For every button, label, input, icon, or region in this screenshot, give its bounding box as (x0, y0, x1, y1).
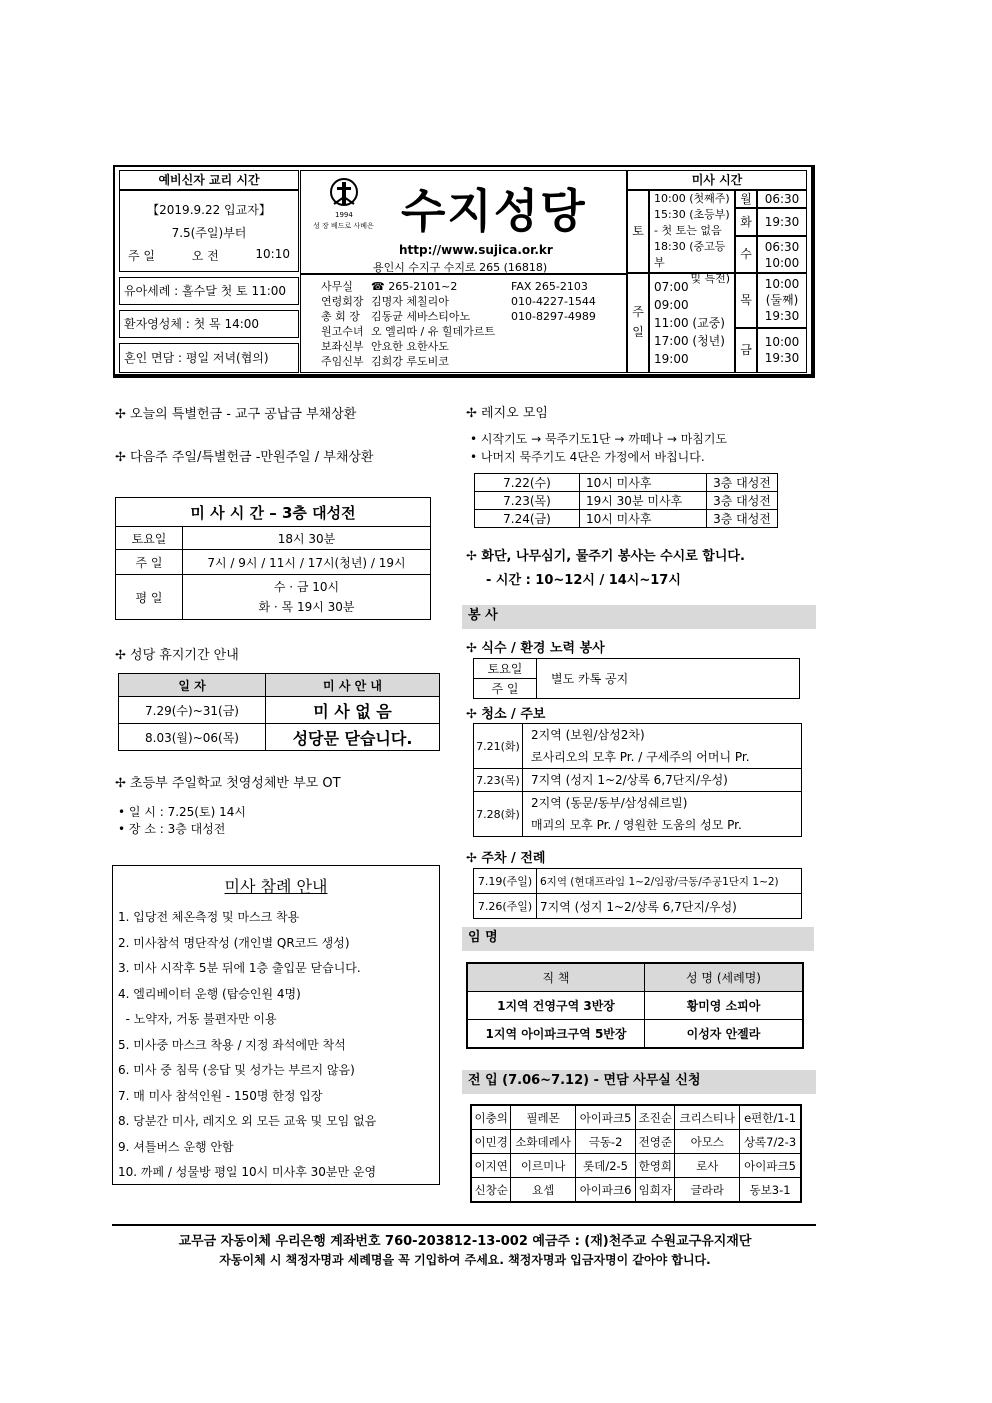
mass-sun-label: 주일 (627, 273, 649, 373)
mass-day-label: 주 일 (116, 550, 183, 575)
mass-notice-title: 미사 참례 안내 (224, 877, 328, 896)
contact-role: 보좌신부 (321, 340, 364, 353)
list-item: 2. 미사참석 명단작성 (개인별 QR코드 생성) (118, 935, 350, 950)
table-cell: 7.22(수) (475, 474, 580, 492)
table-row (474, 869, 802, 894)
list-item: 5. 미사중 마스크 착용 / 지정 좌석에만 착석 (118, 1037, 346, 1052)
parking-heading: ✢ 주차 / 전례 (466, 851, 546, 866)
clean-line: 2지역 (동문/동부/삼성쉐르빌) (531, 796, 688, 810)
movein-cell: 로사 (675, 1154, 740, 1178)
weekday-wed-label: 수 (735, 236, 757, 273)
appointment-name: 이성자 안젤라 (645, 1020, 804, 1049)
church-logo-icon (329, 177, 359, 213)
clean-date: 7.28(화) (474, 792, 523, 837)
appointment-header-name: 성 명 (세례명) (645, 963, 804, 992)
parish-url[interactable]: http://www.sujica.or.kr (399, 243, 553, 257)
table-cell: 3층 대성전 (707, 474, 778, 492)
movein-cell: 임희자 (636, 1178, 675, 1203)
marriage-consult: 혼인 면담 : 평일 저녁(협의) (119, 343, 299, 373)
clean-table (473, 723, 802, 837)
movein-cell: 이르미나 (511, 1154, 576, 1178)
footer-instruction: 자동이체 시 책정자명과 세례명을 꼭 기입하여 주세요. 책정자명과 입금자명이 같아야 합니다. (219, 1253, 711, 1267)
ot-heading: ✢ 초등부 주일학교 첫영성체반 부모 OT (115, 776, 341, 791)
mass-notice-list (113, 905, 439, 1186)
logo-caption: 성 장 베드로 사베은 (313, 222, 374, 230)
legio-table (474, 473, 778, 528)
parking-area: 6지역 (현대프라임 1~2/임광/극동/주공1단지 1~2) (537, 869, 802, 894)
catechumen-title: 예비신자 교리 시간 (119, 170, 299, 190)
weekday-mon-label: 월 (735, 190, 757, 208)
table-cell: 7.24(금) (475, 510, 580, 528)
table-cell: 10시 미사후 (580, 510, 707, 528)
mass-sat-time: 및 특전) (690, 272, 730, 285)
clean-date: 7.21(화) (474, 724, 523, 769)
list-item: 8. 당분간 미사, 레지오 외 모든 교육 및 모임 없음 (118, 1114, 377, 1128)
mass-sun-time: 09:00 (654, 298, 689, 312)
mass-weekday-label: 평 일 (116, 575, 183, 620)
list-item: 6. 미사 중 침묵 (응답 및 성가는 부르지 않음) (118, 1063, 355, 1077)
movein-cell: 아이파크6 (575, 1178, 635, 1203)
garden-time: - 시간 : 10~12시 / 14시~17시 (486, 573, 681, 588)
catechumen-box (119, 190, 299, 272)
weekday-thu-times: 10:00 (둘째) 19:30 (757, 273, 807, 328)
meal-day-label: 주 일 (474, 679, 537, 699)
table-row (471, 1105, 801, 1130)
table-row (475, 510, 778, 528)
mass-weekday-line: 화 · 목 19시 30분 (258, 600, 355, 614)
weekday-fri-times: 10:00 19:30 (757, 328, 807, 373)
mass-sat-times (649, 190, 735, 285)
contact-row (321, 294, 626, 309)
footer-divider (112, 1224, 816, 1226)
closure-date: 7.29(수)~31(금) (119, 697, 266, 724)
logo-year: 1994 (335, 211, 353, 219)
contact-role: 연령회장 (321, 295, 364, 308)
contact-role: 원고수녀 (321, 325, 364, 338)
mass-sun-time: 19:00 (654, 352, 689, 366)
movein-cell: 이민경 (471, 1130, 511, 1154)
mass-sun-time: 07:00 (654, 280, 689, 294)
movein-cell: 아이파크5 (740, 1154, 801, 1178)
contact-name: 김명자 체칠리아 (371, 295, 449, 308)
table-row (116, 527, 431, 550)
contact-row (321, 279, 626, 294)
list-item: 4. 엘리베이터 운행 (탑승인원 4명) (118, 986, 301, 1001)
catechumen-line2: 7.5(주일)부터 (171, 226, 247, 240)
closure-notice: 미 사 없 음 (266, 697, 440, 724)
table-row (474, 894, 802, 919)
table-row (467, 992, 803, 1020)
parish-name: 수지성당 (401, 184, 587, 238)
weekday-thu-label: 목 (735, 273, 757, 328)
appointment-role: 1지역 건영구역 3반장 (467, 992, 645, 1020)
clean-line: 2지역 (보원/삼성2차) (531, 728, 645, 742)
movein-cell: 극동-2 (575, 1130, 635, 1154)
parking-date: 7.19(주일) (474, 869, 537, 894)
service-section-bar: 봉 사 (462, 605, 816, 629)
sick-communion: 환자영성체 : 첫 목 14:00 (119, 310, 299, 338)
weekday-tue-label: 화 (735, 208, 757, 236)
movein-section-bar: 전 입 (7.06~7.12) - 면담 사무실 신청 (462, 1070, 816, 1094)
catechumen-ampm: 오 전 (191, 249, 219, 263)
contact-role: 총 회 장 (321, 310, 360, 323)
clean-detail (523, 769, 802, 792)
table-row (475, 492, 778, 510)
parking-area: 7지역 (성지 1~2/상록 6,7단지/우성) (537, 894, 802, 919)
catechumen-day: 주 일 (128, 249, 155, 263)
legio-list (470, 430, 727, 466)
table-row (474, 792, 802, 837)
mass-sun-time: 11:00 (교중) (654, 316, 725, 330)
table-cell: 19시 30분 미사후 (580, 492, 707, 510)
contact-role: 주임신부 (321, 355, 364, 368)
movein-cell: 이지연 (471, 1154, 511, 1178)
meal-value: 별도 카톡 공지 (537, 659, 800, 699)
movein-cell: 아이파크5 (575, 1105, 635, 1130)
clean-line: 7지역 (성지 1~2/상록 6,7단지/우성) (531, 773, 728, 787)
contact-name: 김동균 세바스티아노 (371, 310, 471, 323)
contact-name: 안요한 요한사도 (371, 340, 449, 353)
table-cell: 3층 대성전 (707, 492, 778, 510)
appointment-role: 1지역 아이파크구역 5반장 (467, 1020, 645, 1049)
contact-role: 사무실 (321, 280, 353, 293)
mass-day-value: 18시 30분 (183, 527, 431, 550)
movein-table (470, 1104, 802, 1203)
table-row (116, 575, 431, 620)
list-item: • 장 소 : 3층 대성전 (118, 822, 226, 836)
clean-detail (523, 792, 802, 837)
mass-sat-time: 10:00 (첫째주) (654, 192, 730, 205)
garden-heading: ✢ 화단, 나무심기, 물주기 봉사는 수시로 합니다. (466, 549, 745, 564)
table-row (471, 1178, 801, 1203)
contact-row (321, 354, 626, 369)
weekday-tue-times: 19:30 (757, 208, 807, 236)
mass-sun-time: 17:00 (청년) (654, 334, 725, 348)
list-item: • 일 시 : 7.25(토) 14시 (118, 805, 246, 819)
table-cell: 3층 대성전 (707, 510, 778, 528)
parking-table (473, 868, 802, 919)
movein-cell: 전영준 (636, 1130, 675, 1154)
mass-sat-time: 18:30 (중고등부 (654, 240, 726, 269)
contact-phone: FAX 265-2103 (511, 280, 588, 293)
clean-line: 매괴의 모후 Pr. / 영원한 도움의 성모 Pr. (531, 818, 742, 832)
mass-times-title: 미사 시간 (627, 170, 807, 190)
movein-cell: 동보3-1 (740, 1178, 801, 1203)
ot-list (118, 804, 246, 838)
special-offering-next: ✢ 다음주 주일/특별헌금 -만원주일 / 부채상환 (115, 450, 374, 465)
list-item: • 나머지 묵주기도 4단은 가정에서 바칩니다. (470, 450, 705, 464)
weekday-wed-times: 06:30 10:00 (757, 236, 807, 273)
table-row (474, 769, 802, 792)
mass-schedule-table (115, 497, 431, 620)
movein-cell: e편한/1-1 (740, 1105, 801, 1130)
closure-date: 8.03(월)~06(목) (119, 724, 266, 751)
special-offering-today: ✢ 오늘의 특별헌금 - 교구 공납금 부채상환 (115, 407, 357, 422)
table-row (116, 550, 431, 575)
list-item: 7. 매 미사 참석인원 - 150명 한정 입장 (118, 1088, 323, 1103)
catechumen-line3 (120, 247, 298, 264)
list-item: - 노약자, 거동 불편자만 이용 (118, 1012, 277, 1026)
movein-cell: 아모스 (675, 1130, 740, 1154)
list-item: 9. 셔틀버스 운행 안함 (118, 1139, 234, 1154)
infant-baptism: 유아세례 : 홀수달 첫 토 11:00 (119, 277, 299, 305)
closure-table (118, 673, 440, 751)
mass-sat-time: 15:30 (초등부) (654, 208, 730, 221)
closure-header-notice: 미 사 안 내 (266, 674, 440, 697)
movein-cell: 소화데레사 (511, 1130, 576, 1154)
meal-table (473, 658, 800, 699)
list-item: 10. 까페 / 성물방 평일 10시 미사후 30분만 운영 (118, 1165, 377, 1179)
closure-heading: ✢ 성당 휴지기간 안내 (115, 648, 239, 663)
appointment-table (466, 962, 804, 1049)
appointment-header-role: 직 책 (467, 963, 645, 992)
movein-cell: 한영희 (636, 1154, 675, 1178)
mass-sun-times (649, 273, 735, 373)
movein-cell: 신창순 (471, 1178, 511, 1203)
appointment-name: 황미영 소피아 (645, 992, 804, 1020)
movein-cell: 필레몬 (511, 1105, 576, 1130)
contact-row (321, 339, 626, 354)
list-item: • 시작기도 → 묵주기도1단 → 까떼나 → 마침기도 (470, 432, 728, 446)
closure-header-date: 일 자 (119, 674, 266, 697)
movein-cell: 상록7/2-3 (740, 1130, 801, 1154)
mass-weekday-value (183, 575, 431, 620)
mass-weekday-line: 수 · 금 10시 (273, 580, 340, 594)
contact-name: ☎ 265-2101~2 (371, 280, 458, 293)
table-cell: 10시 미사후 (580, 474, 707, 492)
movein-cell: 크리스티나 (675, 1105, 740, 1130)
clean-line: 로사리오의 모후 Pr. / 구세주의 어머니 Pr. (531, 750, 750, 764)
legio-heading: ✢ 레지오 모임 (466, 406, 548, 421)
clean-date: 7.23(목) (474, 769, 523, 792)
meal-heading: ✢ 식수 / 환경 노력 봉사 (466, 641, 605, 656)
mass-sat-label: 토 (627, 190, 649, 273)
list-item: 3. 미사 시작후 5분 뒤에 1층 출입문 닫습니다. (118, 961, 361, 975)
movein-cell: 이충의 (471, 1105, 511, 1130)
contact-phone: 010-4227-1544 (511, 295, 596, 308)
weekday-fri-label: 금 (735, 328, 757, 373)
mass-day-value: 7시 / 9시 / 11시 / 17시(청년) / 19시 (183, 550, 431, 575)
list-item: 1. 입당전 체온측정 및 마스크 착용 (118, 910, 300, 924)
bulletin-header (113, 165, 815, 378)
table-row (467, 1020, 803, 1049)
closure-notice: 성당문 닫습니다. (266, 724, 440, 751)
catechumen-line1: 【2019.9.22 입교자】 (147, 203, 271, 217)
parish-address: 용인시 수지구 수지로 265 (16818) (373, 261, 548, 274)
contact-row (321, 324, 626, 339)
parish-title-box (300, 170, 627, 274)
movein-cell: 롯데/2-5 (575, 1154, 635, 1178)
contact-list (321, 279, 626, 369)
contact-row (321, 309, 626, 324)
movein-cell: 요셉 (511, 1178, 576, 1203)
movein-cell: 글라라 (675, 1178, 740, 1203)
mass-schedule-title: 미 사 시 간 – 3층 대성전 (116, 498, 431, 527)
table-row (471, 1130, 801, 1154)
appointment-section-bar: 임 명 (462, 927, 814, 951)
table-row (471, 1154, 801, 1178)
catechumen-time: 10:10 (255, 247, 290, 261)
footer-account: 교무금 자동이체 우리은행 계좌번호 760-203812-13-002 예금주 : (재)천주교 수원교구유지재단 (178, 1234, 752, 1249)
clean-detail (523, 724, 802, 769)
parking-date: 7.26(주일) (474, 894, 537, 919)
mass-notice-box (112, 865, 440, 1185)
contact-box (300, 274, 627, 373)
table-row (475, 474, 778, 492)
weekday-mon-times: 06:30 (757, 190, 807, 208)
mass-day-label: 토요일 (116, 527, 183, 550)
table-row (474, 724, 802, 769)
contact-name: 오 엘리따 / 유 힐데가르트 (371, 325, 495, 338)
movein-cell: 조진순 (636, 1105, 675, 1130)
meal-day-label: 토요일 (474, 659, 537, 679)
mass-sat-time: - 첫 토는 없음 (654, 224, 722, 237)
clean-heading: ✢ 청소 / 주보 (466, 707, 546, 722)
contact-phone: 010-8297-4989 (511, 310, 596, 323)
table-cell: 7.23(목) (475, 492, 580, 510)
contact-name: 김희강 루도비코 (371, 355, 449, 368)
